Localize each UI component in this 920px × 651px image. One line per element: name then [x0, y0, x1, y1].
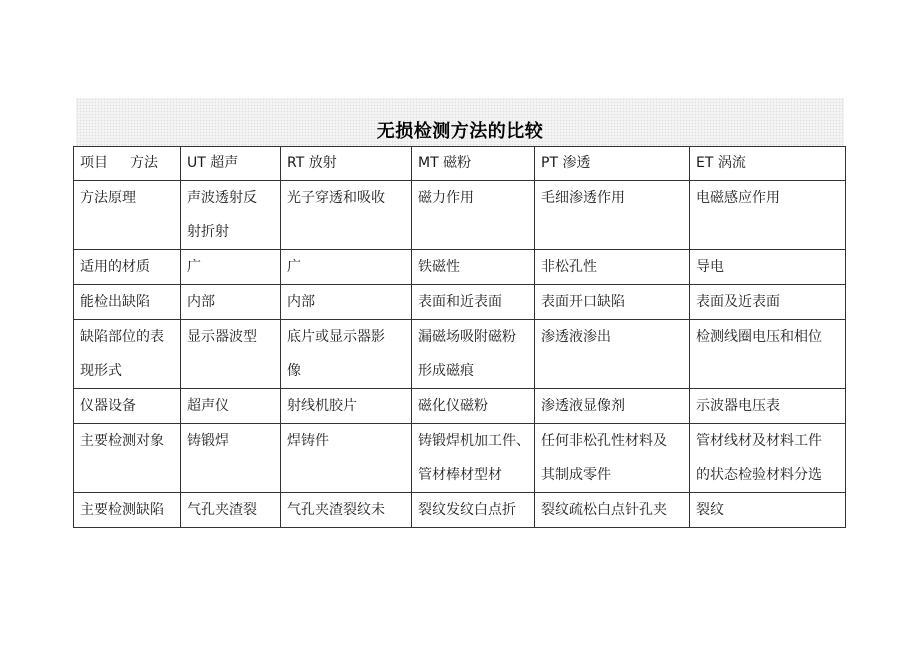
row-label-line: 能检出缺陷	[80, 294, 150, 310]
cell-et	[690, 493, 846, 528]
cell-line: 检测线圈电压和相位	[696, 329, 822, 345]
row-label-line: 主要检测缺陷	[80, 502, 164, 518]
header-cell-ut: UT 超声	[181, 147, 281, 181]
cell-rt	[281, 493, 412, 528]
row-label-cell	[74, 285, 181, 320]
cell-line: 表面及近表面	[696, 294, 780, 310]
cell-line: 电磁感应作用	[696, 190, 780, 206]
row-label-line: 仪器设备	[80, 398, 136, 414]
row-label-cell	[74, 250, 181, 285]
cell-line: 管材棒材型材	[418, 467, 502, 483]
cell-rt	[281, 424, 412, 493]
cell-line: 渗透液显像剂	[541, 398, 625, 414]
row-label-line: 主要检测对象	[80, 433, 164, 449]
cell-et	[690, 250, 846, 285]
cell-line: 表面开口缺陷	[541, 294, 625, 310]
cell-ut	[181, 285, 281, 320]
cell-pt	[535, 389, 690, 424]
cell-ut	[181, 320, 281, 389]
cell-pt	[535, 493, 690, 528]
cell-ut	[181, 493, 281, 528]
table-body	[74, 147, 846, 528]
table-header-row	[74, 147, 846, 181]
table-row	[74, 389, 846, 424]
cell-line: 裂纹	[696, 502, 724, 518]
table-row	[74, 493, 846, 528]
row-label-cell	[74, 181, 181, 250]
cell-ut	[181, 424, 281, 493]
cell-rt	[281, 320, 412, 389]
page-title: 无损检测方法的比较	[376, 121, 544, 142]
cell-mt	[412, 389, 535, 424]
cell-pt	[535, 285, 690, 320]
cell-pt	[535, 181, 690, 250]
cell-line: 导电	[696, 259, 724, 275]
header-cell-et: ET 涡流	[690, 147, 846, 181]
cell-line: 气孔夹渣裂	[187, 502, 257, 518]
cell-line: 毛细渗透作用	[541, 190, 625, 206]
row-label-cell	[74, 389, 181, 424]
cell-line: 气孔夹渣裂纹未	[287, 502, 385, 518]
cell-ut	[181, 389, 281, 424]
cell-line: 显示器波型	[187, 329, 257, 345]
row-label-line: 适用的材质	[80, 259, 150, 275]
cell-line: 裂纹疏松白点针孔夹	[541, 502, 667, 518]
cell-mt	[412, 424, 535, 493]
cell-line: 漏磁场吸附磁粉	[418, 329, 516, 345]
cell-line: 声波透射反	[187, 190, 257, 206]
header-cell-pt: PT 渗透	[535, 147, 690, 181]
cell-line: 广	[287, 259, 301, 275]
table-row	[74, 181, 846, 250]
table-row	[74, 285, 846, 320]
cell-pt	[535, 424, 690, 493]
header-method-label: 方法	[130, 155, 158, 171]
cell-rt	[281, 250, 412, 285]
table-row	[74, 250, 846, 285]
cell-line: 形成磁痕	[418, 363, 474, 379]
cell-line: 表面和近表面	[418, 294, 502, 310]
row-label-line: 方法原理	[80, 190, 136, 206]
cell-line: 像	[287, 363, 301, 379]
header-cell-corner	[74, 147, 181, 181]
cell-et	[690, 320, 846, 389]
comparison-table	[73, 146, 846, 528]
cell-line: 管材线材及材料工件	[696, 433, 822, 449]
row-label-cell	[74, 424, 181, 493]
cell-pt	[535, 320, 690, 389]
cell-mt	[412, 493, 535, 528]
cell-line: 铸锻焊机加工件、	[418, 433, 530, 449]
row-label-cell	[74, 320, 181, 389]
cell-line: 磁力作用	[418, 190, 474, 206]
cell-line: 光子穿透和吸收	[287, 190, 385, 206]
cell-et	[690, 389, 846, 424]
cell-line: 内部	[187, 294, 215, 310]
cell-et	[690, 181, 846, 250]
cell-line: 底片或显示器影	[287, 329, 385, 345]
header-cell-mt: MT 磁粉	[412, 147, 535, 181]
cell-line: 裂纹发纹白点折	[418, 502, 516, 518]
cell-line: 磁化仪磁粉	[418, 398, 488, 414]
row-label-line: 现形式	[80, 363, 122, 379]
cell-et	[690, 285, 846, 320]
cell-line: 非松孔性	[541, 259, 597, 275]
cell-line: 铸锻焊	[187, 433, 229, 449]
cell-ut	[181, 181, 281, 250]
row-label-cell	[74, 493, 181, 528]
cell-rt	[281, 285, 412, 320]
cell-line: 射折射	[187, 224, 229, 240]
table-row	[74, 320, 846, 389]
cell-mt	[412, 285, 535, 320]
cell-line: 任何非松孔性材料及	[541, 433, 667, 449]
cell-line: 焊铸件	[287, 433, 329, 449]
cell-line: 超声仪	[187, 398, 229, 414]
cell-line: 射线机胶片	[287, 398, 357, 414]
header-item-label: 项目	[80, 155, 108, 171]
header-cell-rt: RT 放射	[281, 147, 412, 181]
cell-pt	[535, 250, 690, 285]
cell-line: 内部	[287, 294, 315, 310]
cell-line: 渗透液渗出	[541, 329, 611, 345]
cell-mt	[412, 250, 535, 285]
cell-rt	[281, 389, 412, 424]
cell-line: 其制成零件	[541, 467, 611, 483]
cell-mt	[412, 181, 535, 250]
cell-mt	[412, 320, 535, 389]
row-label-line: 缺陷部位的表	[80, 329, 164, 345]
cell-et	[690, 424, 846, 493]
table-row	[74, 424, 846, 493]
cell-ut	[181, 250, 281, 285]
cell-line: 铁磁性	[418, 259, 460, 275]
cell-rt	[281, 181, 412, 250]
cell-line: 的状态检验材料分选	[696, 467, 822, 483]
cell-line: 示波器电压表	[696, 398, 780, 414]
cell-line: 广	[187, 259, 201, 275]
